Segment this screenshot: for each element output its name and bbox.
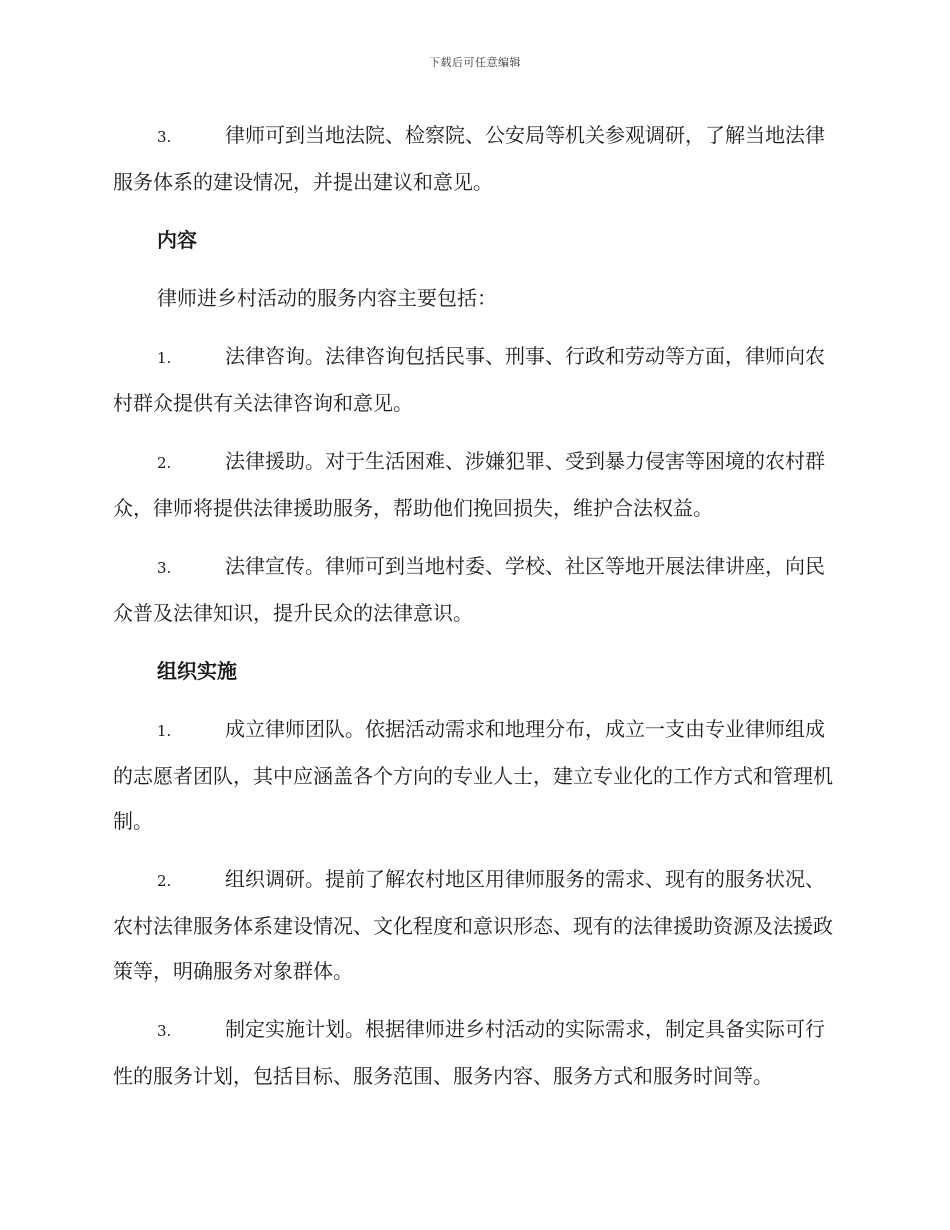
section-heading: 组织实施 bbox=[157, 659, 237, 683]
list-item bbox=[113, 113, 838, 205]
list-item-text: 法律咨询。法律咨询包括民事、刑事、行政和劳动等方面，律师向农村群众提供有关法律咨询和意见。 bbox=[113, 344, 825, 415]
list-item-text: 成立律师团队。依据活动需求和地理分布，成立一支由专业律师组成的志愿者团队，其中应涵盖各个方向的专业人士，建立专业化的工作方式和管理机制。 bbox=[113, 717, 833, 833]
list-item bbox=[113, 1007, 838, 1099]
list-item-text: 律师可到当地法院、检察院、公安局等机关参观调研，了解当地法律服务体系的建设情况，并提出建议和意见。 bbox=[113, 123, 825, 194]
list-item-number: 3. bbox=[157, 128, 172, 146]
list-item-text: 组织调研。提前了解农村地区用律师服务的需求、现有的服务状况、农村法律服务体系建设情况、文化程度和意识形态、现有的法律援助资源及法援政策等，明确服务对象群体。 bbox=[113, 867, 833, 983]
section-heading: 内容 bbox=[157, 228, 197, 252]
list-item bbox=[113, 857, 838, 994]
list-item-number: 1. bbox=[157, 349, 172, 367]
list-item-text: 法律援助。对于生活困难、涉嫌犯罪、受到暴力侵害等困境的农村群众，律师将提供法律援助服务，帮助他们挽回损失，维护合法权益。 bbox=[113, 449, 825, 520]
list-item-text: 制定实施计划。根据律师进乡村活动的实际需求，制定具备实际可行性的服务计划，包括目标、服务范围、服务内容、服务方式和服务时间等。 bbox=[113, 1017, 825, 1088]
list-item-number: 3. bbox=[157, 1022, 172, 1040]
list-item bbox=[113, 334, 838, 426]
paragraph: 律师进乡村活动的服务内容主要包括： bbox=[157, 286, 497, 310]
list-item-number: 2. bbox=[157, 454, 172, 472]
list-item-text: 法律宣传。律师可到当地村委、学校、社区等地开展法律讲座，向民众普及法律知识，提升民众的法律意识。 bbox=[113, 554, 825, 625]
page-header: 下载后可任意编辑 bbox=[429, 56, 521, 69]
list-item-number: 1. bbox=[157, 722, 172, 740]
list-item bbox=[113, 707, 838, 844]
document-body bbox=[113, 113, 838, 1112]
list-item-number: 2. bbox=[157, 872, 172, 890]
list-item bbox=[113, 439, 838, 531]
list-item bbox=[113, 544, 838, 636]
list-item-number: 3. bbox=[157, 559, 172, 577]
